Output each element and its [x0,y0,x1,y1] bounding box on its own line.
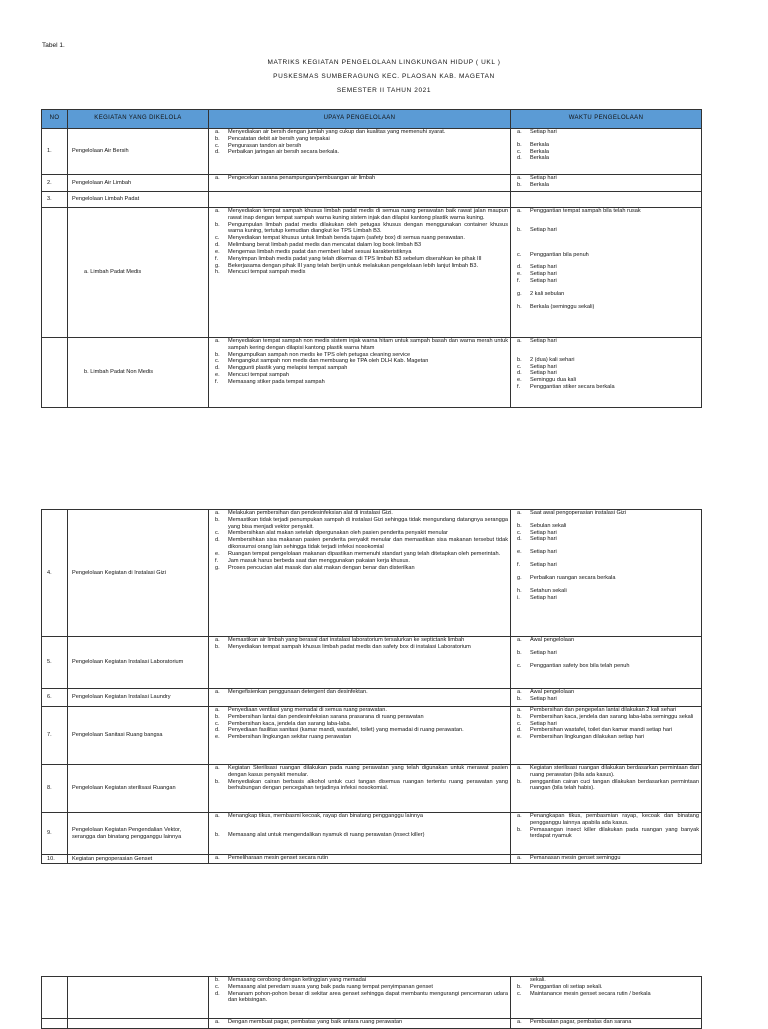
schedule-item: Pembersihan lingkungan dilakukan setiap hari [530,734,645,741]
effort-item: Pengumpulan limbah padat medis dilakukan oleh petugas khusus dengan menggunakan container khusus warna kuning, tertutup kemudian diangkut ke TPS Limbah B3. [228,221,508,235]
schedule-list: a. Awal pengelolaan b. Setiap hari c. Penggantian safety box bila telah penuh [511,637,702,689]
effort-list: a. Kegiatan Sterilisasi ruangan dilakukan pada ruang perawatan yang telah digunakan untuk merawat pasien dengan kasus penyakit menular. b. Menyediakan cairan berbasis alkohol untuk cuci tangan disemua ruangan tertentu ruang perawatan yang berhubungan dengan pencegahan terjadinya infeksi nosokomial. [209,765,511,813]
effort-item: Pembersihan kaca, jendela dan sarang laba-laba. [228,720,352,727]
schedule-item: Pembersihan wastafel, toilet dan kamar mandi setiap hari [530,727,673,734]
schedule-item: Penangkapan tikus, pembasmian rayap, kecoak dan binatang pengganggu lainnya apabila ada kasus. [530,813,699,826]
effort-item: Ruangan tempat pengelolaan makanan dipastikan memenuhi standart yang telah ditetapkan oleh pemerintah. [228,550,501,557]
schedule-list: a. Setiap hari b. Berkala c. Berkala d. Berkala [511,129,702,175]
effort-item: Mengemas limbah medis padat dan memberi label sesuai karakteristiknya [228,248,412,255]
effort-item: Menyediakan air bersih dengan jumlah yang cukup dan kualitas yang memenuhi syarat. [228,129,446,135]
effort-list: a. Menyediakan tempat sampah non medis sistem injak warna hitam untuk sampah basah dan warna merah untuk sampah kering dengan dilapisi kantong plastik warna hitam b. Mengumpulkan sampah non medis ke TPS oleh petugas cleaning service c. Mengangkut sampah non medis dan membuang ke TPA oleh DLH Kab. Magetan d. Menggunti plastik yang melapisi tempat sampah e. Mencuci tempat sampah f. Memasang stiker pada tempat sampah [209,338,511,408]
schedule-item: Kegiatan sterilisasi ruangan dilakukan berdasarkan permintaan dari ruang perawatan (bila ada kasus). [530,765,699,778]
document-period: SEMESTER II TAHUN 2021 [336,87,432,94]
effort-item: Pengurasan tandon air bersih [228,142,302,149]
schedule-item: Pembersihan kaca, jendela dan sarang laba-laba seminggu sekali [530,713,694,720]
ukl-matrix-table-1 [41,109,702,408]
effort-list: a. Memastikan air limbah yang berasal dari instalasi laboratorium tersalurkan ke septictank limbah b. Menyediakan tempat sampah khusus limbah padat medis dan safety box di instalasi Laboratorium [209,637,511,689]
schedule-item: Berkala [530,148,549,155]
effort-item: Dengan membuat pagar, pembatas yang baik antara ruang perawatan [228,1019,403,1025]
activity-name: Pengelolaan Air Limbah [68,175,209,192]
activity-name: Pengelolaan Limbah Padat [68,192,209,208]
table-row [42,765,702,813]
schedule-item: 2 (dua) kali sehari [530,356,575,363]
schedule-list: a. Pembersihan dan pengepelan lantai dilakukan 2 kali sehari b. Pembersihan kaca, jendela dan sarang laba-laba seminggu sekali c. Setiap hari d. Pembersihan wastafel, toilet dan kamar mandi setiap hari e. Pembersihan lingkungan dilakukan setiap hari [511,707,702,765]
table-row [42,175,702,192]
row-number: 5. [42,637,68,689]
activity-name: Pengelolaan Kegiatan Instalasi Laundry [68,689,209,707]
row-number: 8. [42,765,68,813]
schedule-list: a. Kegiatan sterilisasi ruangan dilakukan berdasarkan permintaan dari ruang perawatan (bila ada kasus). b. penggantian cairan cuci tangan dilakukan berdasarkan permintaan ruangan (bila telah habis). [511,765,702,813]
schedule-item: Penggantian oli setiap sekali. [530,983,603,990]
effort-list: a. Menyediakan air bersih dengan jumlah yang cukup dan kualitas yang memenuhi syarat. b. Pencatatan debit air bersih yang terpakai c. Pengurasan tandon air bersih d. Perbaikan jaringan air bersih secara berkala. [209,129,511,175]
schedule-item: Setiap hari [530,278,557,285]
schedule-item: Setiap hari [530,175,557,181]
effort-item: Pembersihan lantai dan pendesinfeksian sarana prasarana di ruang perawatan [228,713,424,720]
table-label: Tabel 1. [42,42,65,49]
effort-item: Menyediakan tempat sampah non medis sistem injak warna hitam untuk sampah basah dan warna merah untuk sampah kering dengan dilapisi kantong plastik warna hitam [228,338,508,351]
activity-name: b. Limbah Padat Non Medis [68,338,209,408]
column-header-no: NO [42,110,68,129]
effort-list: a. Pengecekan sarana penampungan/pembuangan air limbah [209,175,511,192]
ukl-matrix-table-3 [41,976,702,1029]
effort-item: Penyediaan ventilasi yang memadai di semua ruang perawatan. [228,707,387,713]
table-row [42,707,702,765]
schedule-item: penggantian cairan cuci tangan dilakukan berdasarkan permintaan ruangan (bila telah habis). [530,778,699,792]
schedule-item: Setiap hari [530,271,557,278]
table-row [42,855,702,864]
table-row [42,813,702,855]
schedule-item: 2 kali sebulan [530,290,565,297]
effort-item: Membersihkan sisa makanan pasien penderita penyakit menular dan memastikan sisa makanan tersebut tidak dikonsumsi orang lain sehingga tidak terjadi infeksi nosokomial [228,537,508,551]
table-row [42,977,702,1019]
effort-item: Perbaikan jaringan air bersih secara berkala. [228,149,340,156]
effort-item: Menyediakan cairan berbasis alkohol untuk cuci tangan disemua ruangan tertentu ruang perawatan yang berhubungan dengan pencegahan terjadinya infeksi nosokomial. [228,778,508,792]
effort-item: Memasang stiker pada tempat sampah [228,378,325,385]
table-row [42,689,702,707]
schedule-item: Setiap hari [530,720,557,727]
activity-name: Kegiatan pengoperasian Genset [68,855,209,864]
schedule-item: Penggantian tempat sampah bila telah rusak [530,208,641,214]
row-number: 3. [42,192,68,208]
effort-item: Jam masuk harus berbeda saat dan menggunakan pakaian kerja khusus. [228,557,410,564]
effort-item: Memasang cerobong dengan ketinggian yang memadai [228,977,367,983]
effort-item: Pengecekan sarana penampungan/pembuangan air limbah [228,175,376,181]
activity-name: Pengelolaan Kegiatan sterilisasi Ruangan [68,765,209,813]
activity-name: Pengelolaan Kegiatan Instalasi Laboratorium [68,637,209,689]
effort-list: a. Mengefisienkan penggunaan detergent dan desinfektan. [209,689,511,707]
row-number: 4. [42,510,68,637]
effort-list: b. Memasang cerobong dengan ketinggian yang memadai c. Memasang alat peredam suara yang baik pada ruang tempat penyimpanan genset d. Menanam pohon-pohon besar di sekitar area genset sehingga dapat membantu mengurangi pencemaran udara dan kebisingan. [209,977,511,1019]
schedule-item: Maintanance mesin genset secara rutin / berkala [530,990,651,997]
column-header-waktu: WAKTU PENGELOLAAN [511,110,702,129]
effort-list: a. Penyediaan ventilasi yang memadai di semua ruang perawatan. b. Pembersihan lantai dan pendesinfeksian sarana prasarana di ruang perawatan c. Pembersihan kaca, jendela dan sarang laba-laba. d. Penyediaan fasilitas sanitasi (kamar mandi, wastafel, toilet) yang memadai di ruang perawatan. e. Pembersihan lingkungan sekitar ruang perawatan [209,707,511,765]
table-row [42,129,702,175]
schedule-item: Setiap hari [530,363,557,370]
effort-item: Mencuci tempat sampah [228,372,289,379]
column-header-upaya: UPAYA PENGELOLAAN [209,110,511,129]
schedule-item: Setiap hari [530,529,557,536]
effort-item: Menggunti plastik yang melapisi tempat sampah [228,365,348,372]
effort-item: Pemeliharaan mesin genset secara rutin [228,855,329,861]
effort-list: a. Menangkap tikus, membasmi kecoak, rayap dan binatang pengganggu lainnya b. Memasang alat untuk mengendalikan nyamuk di ruang perawatan (insect killer) [209,813,511,855]
schedule-item: Pemasangan insect killer dilakukan pada ruangan yang banyak terdapat nyamuk [530,826,699,840]
schedule-list: a. Penangkapan tikus, pembasmian rayap, kecoak dan binatang pengganggu lainnya apabila ada kasus. b. Pemasangan insect killer dilakukan pada ruangan yang banyak terdapat nyamuk [511,813,702,855]
activity-name: Pengelolaan Kegiatan Pengendalian Vektor, serangga dan binatang pengganggu lainnya [68,813,209,855]
schedule-item: Pembersihan dan pengepelan lantai dilakukan 2 kali sehari [530,707,677,713]
row-number: 6. [42,689,68,707]
schedule-item: Setiap hari [530,226,557,233]
effort-item: Menanam pohon-pohon besar di sekitar area genset sehingga dapat membantu mengurangi pencemaran udara dan kebisingan. [228,990,508,1004]
schedule-item: Pemanasan mesin genset seminggu [530,855,621,861]
schedule-list: a. Pemanasan mesin genset seminggu [511,855,702,864]
row-number: 7. [42,707,68,765]
document-title: MATRIKS KEGIATAN PENGELOLAAN LINGKUNGAN HIDUP ( UKL ) [267,59,501,66]
schedule-item: Awal pengelolaan [530,689,575,695]
schedule-list: sekali. b. Penggantian oli setiap sekali. c. Maintanance mesin genset secara rutin / berkala [511,977,702,1019]
schedule-item: Berkala [530,141,549,148]
table-row [42,208,702,338]
table-row [42,510,702,637]
schedule-item: Setiap hari [530,338,557,344]
schedule-item: Perbaikan ruangan secara berkala [530,574,616,581]
schedule-item: Berkala [530,181,549,188]
effort-list: a. Pemeliharaan mesin genset secara rutin [209,855,511,864]
schedule-item: Setiap hari [530,562,557,569]
schedule-item: Setiap hari [530,264,557,271]
schedule-list: a. Setiap hari b. 2 (dua) kali sehari c. Setiap hari d. Setiap hari e. Seminggu dua kali f. Penggantian stiker secara berkala [511,338,702,408]
row-number: 9. [42,813,68,855]
effort-list: a. Melakukan pembersihan dan pendesinfeksian alat di instalasi Gizi. b. Memastikan tidak terjadi penumpukan sampah di instalasi Gizi sehingga tidak mengundang datangnya serangga yang bisa menjadi vektor penyakit. c. Membersihkan alat makan setelah dipergunakan oleh pasien penderita penyakit menular d. Membersihkan sisa makanan pasien penderita penyakit menular dan memastikan sisa makanan tersebut tidak dikonsumsi orang lain sehingga tidak terjadi infeksi nosokomial e. Ruangan tempat pengelolaan makanan dipastikan memenuhi standart yang telah ditetapkan oleh pemerintah. f. Jam masuk harus berbeda saat dan menggunakan pakaian kerja khusus. g. Proses pencucian alat masak dan alat makan dengan benar dan disterilkan [209,510,511,637]
schedule-item: Setiap hari [530,536,557,543]
schedule-item: Setahun sekali [530,587,567,594]
schedule-item: Berkala [530,155,549,162]
effort-item: Proses pencucian alat masak dan alat makan dengan benar dan disterilkan [228,564,415,571]
effort-item: Memastikan tidak terjadi penumpukan sampah di instalasi Gizi sehingga tidak mengundang datangnya serangga yang bisa menjadi vektor penyakit. [228,516,508,530]
schedule-list: a. Saat awal pengoperasian instalasi Gizi b. Sebulan sekali c. Setiap hari d. Setiap hari e. Setiap hari f. Setiap hari g. Perbaikan ruangan secara berkala h. Setahun sekali i. Setiap hari [511,510,702,637]
schedule-item: Sebulan sekali [530,522,567,529]
schedule-item: Penggantian bila penuh [530,251,589,258]
schedule-item: Penggantian safety box bila telah penuh [530,662,630,669]
activity-name: Pengelolaan Sanitasi Ruang bangsa [68,707,209,765]
schedule-list: a. Pembuatan pagar, pembatas dan sarana [511,1019,702,1029]
schedule-item: Setiap hari [530,549,557,556]
effort-item: Melimbang berat limbah padat medis dan mencatat dalam log book limbah B3 [228,242,422,249]
table-row [42,338,702,408]
header-row [42,110,702,129]
effort-item: Menangkap tikus, membasmi kecoak, rayap dan binatang pengganggu lainnya [228,813,423,819]
effort-item: Melakukan pembersihan dan pendesinfeksian alat di instalasi Gizi. [228,510,393,516]
schedule-item: Penggantian stiker secara berkala [530,384,615,391]
effort-item: Kegiatan Sterilisasi ruangan dilakukan pada ruang perawatan yang telah digunakan untuk merawat pasien dengan kasus penyakit menular. [228,765,508,778]
effort-item: Memastikan air limbah yang berasal dari instalasi laboratorium tersalurkan ke septictank limbah [228,637,465,643]
effort-item: Bekerjasama dengan pihak III yang telah berijin untuk melakukan pengelolaan lebih lanjut limbah B3. [228,262,479,269]
effort-item: Membersihkan alat makan setelah dipergunakan oleh pasien penderita penyakit menular [228,530,448,537]
effort-item: Mengangkut sampah non medis dan membuang ke TPA oleh DLH Kab. Magetan [228,358,429,365]
effort-item: Penyediaan fasilitas sanitasi (kamar mandi, wastafel, toilet) yang memadai di ruang perawatan. [228,727,464,734]
effort-item: Memasang alat untuk mengendalikan nyamuk di ruang perawatan (insect killer) [228,831,425,838]
activity-name: a. Limbah Padat Medis [68,208,209,338]
schedule-item: Setiap hari [530,594,557,601]
schedule-item: Setiap hari [530,649,557,656]
effort-list: a. Dengan membuat pagar, pembatas yang baik antara ruang perawatan [209,1019,511,1029]
schedule-item: Berkala (seminggu sekali) [530,303,595,310]
effort-item: Menyediakan tempat sampah khusus limbah padat medis dan safety box di instalasi Laboratorium [228,643,471,650]
schedule-list: a. Awal pengelolaan b. Setiap hari [511,689,702,707]
activity-name: Pengelolaan Kegiatan di Instalasi Gizi [68,510,209,637]
schedule-item: Saat awal pengoperasian instalasi Gizi [530,510,627,516]
schedule-list: a. Penggantian tempat sampah bila telah rusak b. Setiap hari c. Penggantian bila penuh d. Setiap hari e. Setiap hari f. Setiap hari g. 2 kali sebulan h. Berkala (seminggu sekali) [511,208,702,338]
row-number: 2. [42,175,68,192]
effort-item: Menyediakan tempat khusus untuk limbah benda tajam (safety box) di semua ruang perawatan. [228,235,465,242]
schedule-list: a. Setiap hari b. Berkala [511,175,702,192]
ukl-matrix-table-2 [41,509,702,864]
effort-item: Mengefisienkan penggunaan detergent dan desinfektan. [228,689,368,695]
activity-name: Pengelolaan Air Bersih [68,129,209,175]
effort-item: Memasang alat peredam suara yang baik pada ruang tempat penyimpanan genset [228,983,433,990]
schedule-item: Setiap hari [530,370,557,377]
schedule-item: sekali. [530,977,546,983]
schedule-item: Setiap hari [530,129,557,135]
effort-item: Menyimpan limbah medis padat yang telah dikemas di TPS limbah B3 sebelum diserahkan ke pihak III [228,255,482,262]
schedule-item: Seminggu dua kali [530,377,577,384]
schedule-item: Pembuatan pagar, pembatas dan sarana [530,1019,632,1025]
row-number: 1. [42,129,68,175]
document-subtitle: PUSKESMAS SUMBERAGUNG KEC. PLAOSAN KAB. MAGETAN [273,73,495,80]
table-row [42,637,702,689]
effort-item: Pembersihan lingkungan sekitar ruang perawatan [228,734,352,741]
effort-item: Pencatatan debit air bersih yang terpakai [228,135,330,142]
table-row [42,192,702,208]
row-number: 10. [42,855,68,864]
effort-item: Mencuci tempat sampah medis [228,269,306,276]
schedule-item: Setiap hari [530,695,557,702]
column-header-kegiatan: KEGIATAN YANG DIKELOLA [68,110,209,129]
effort-item: Mengumpulkan sampah non medis ke TPS oleh petugas cleaning service [228,351,411,358]
effort-item: Menyediakan tempat sampah khusus limbah padat medis di semua ruang perawatan baik rawat jalan maupun rawat inap dengan tempat sampah warna kuning sistem injak dan dilapisi kantong plastik warna kuning. [228,208,508,221]
effort-list: a. Menyediakan tempat sampah khusus limbah padat medis di semua ruang perawatan baik rawat jalan maupun rawat inap dengan tempat sampah warna kuning sistem injak dan dilapisi kantong plastik warna kuning. b. Pengumpulan limbah padat medis dilakukan oleh petugas khusus dengan menggunakan container khusus warna kuning, tertutup kemudian diangkut ke TPS Limbah B3. c. Menyediakan tempat khusus untuk limbah benda tajam (safety box) di semua ruang perawatan. d. Melimbang berat limbah padat medis dan mencatat dalam log book limbah B3 e. Mengemas limbah medis padat dan memberi label sesuai karakteristiknya f. Menyimpan limbah medis padat yang telah dikemas di TPS limbah B3 sebelum diserahkan ke pihak III g. Bekerjasama dengan pihak III yang telah berijin untuk melakukan pengelolaan lebih lanjut limbah B3. h. Mencuci tempat sampah medis [209,208,511,338]
schedule-item: Awal pengelolaan [530,637,575,643]
